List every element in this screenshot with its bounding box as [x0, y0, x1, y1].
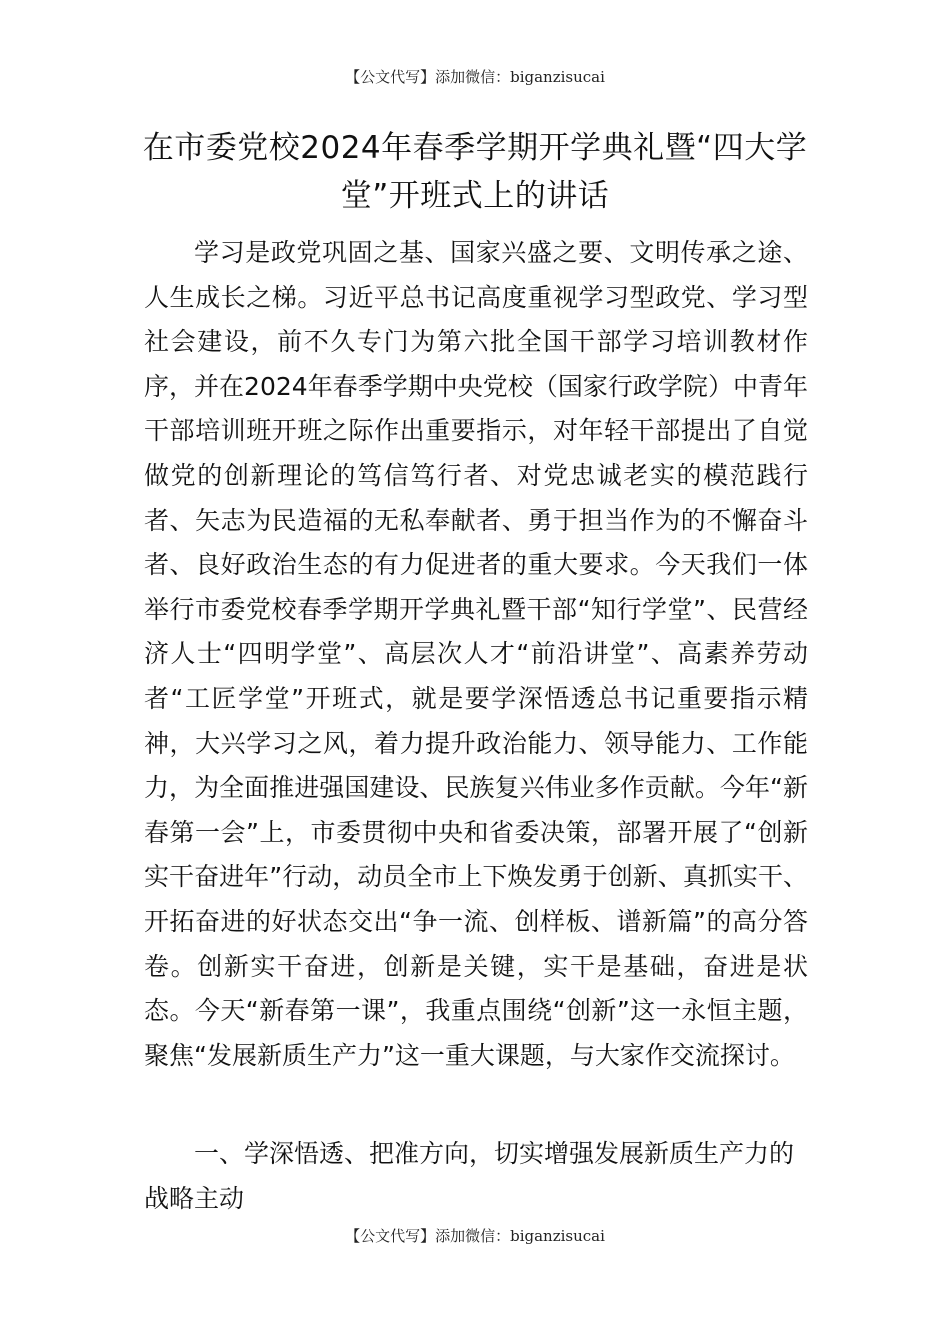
watermark-footer: 【公文代写】添加微信：biganzisucai: [345, 1227, 605, 1245]
document-title: 在市委党校2024年春季学期开学典礼暨“四大学堂”开班式上的讲话: [142, 130, 808, 214]
body-paragraph: 学习是政党巩固之基、国家兴盛之要、文明传承之途、人生成长之梯。习近平总书记高度重视学习型政党、学习型社会建设，前不久专门为第六批全国干部学习培训教材作序，并在2024年春季学期中央党校（国家行政学院）中青年干部培训班开班之际作出重要指示，对年轻干部提出了自觉做党的创新理论的笃信笃行者、对党忠诚老实的模范践行者、矢志为民造福的无私奉献者、勇于担当作为的不懈奋斗者、良好政治生态的有力促进者的重大要求。今天我们一体举行市委党校春季学期开学典礼暨干部“知行学堂”、民营经济人士“四明学堂”、高层次人才“前沿讲堂”、高素养劳动者“工匠学堂”开班式，就是要学深悟透总书记重要指示精神，大兴学习之风，着力提升政治能力、领导能力、工作能力，为全面推进强国建设、民族复兴伟业多作贡献。今年“新春第一会”上，市委贯彻中央和省委决策，部署开展了“创新实干奋进年”行动，动员全市上下焕发勇于创新、真抓实干、开拓奋进的好状态交出“争一流、创样板、谱新篇”的高分答卷。创新实干奋进，创新是关键，实干是基础，奋进是状态。今天“新春第一课”，我重点围绕“创新”这一永恒主题，聚焦“发展新质生产力”这一重大课题，与大家作交流探讨。: [144, 238, 808, 1070]
section-heading: 一、学深悟透、把准方向，切实增强发展新质生产力的战略主动: [144, 1139, 795, 1213]
watermark-header: 【公文代写】添加微信：biganzisucai: [345, 68, 605, 86]
